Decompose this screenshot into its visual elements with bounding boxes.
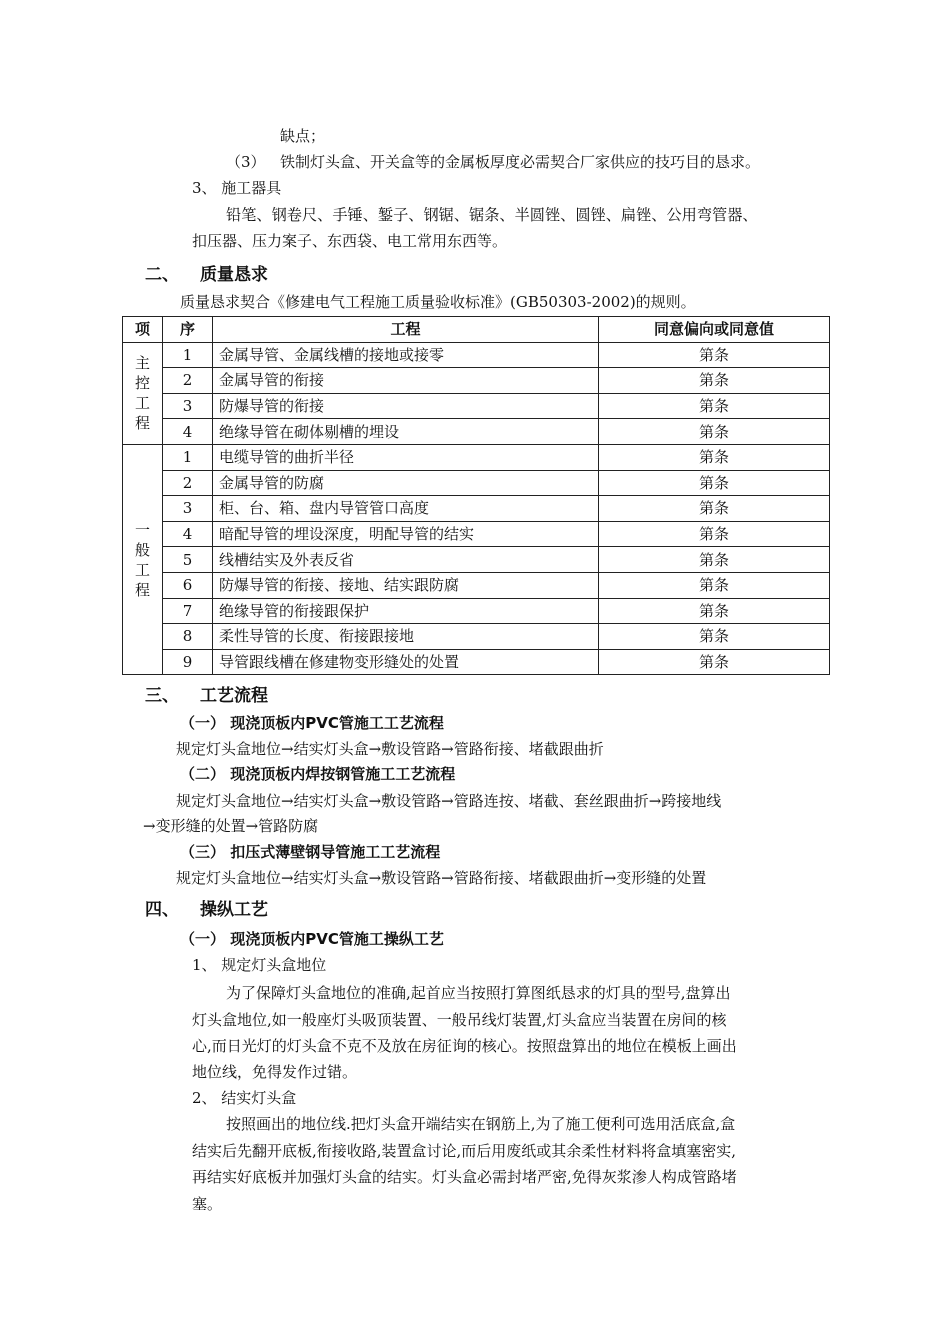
paragraph-line: 地位线，免得发作过错。 [192,1063,358,1081]
paragraph-line: 为了保障灯头盒地位的准确,起首应当按照打算图纸恳求的灯具的型号,盘算出 [226,984,731,1002]
section-number: 四、 [145,900,179,920]
row-item: 金属导管的防腐 [213,470,599,496]
row-value: 第条 [599,496,830,522]
row-number: 6 [163,572,213,598]
section-number: 二、 [145,265,179,285]
row-value: 第条 [599,649,830,675]
row-value: 第条 [599,393,830,419]
text-line: 铁制灯头盒、开关盒等的金属板厚度必需契合厂家供应的技巧目的恳求。 [280,153,761,171]
row-item: 导管跟线槽在修建物变形缝处的处置 [213,649,599,675]
table-row [123,342,830,368]
table-row [123,624,830,650]
subsection-title: （一） 现浇顶板内PVC管施工工艺流程 [180,714,444,732]
row-item: 柜、台、箱、盘内导管管口高度 [213,496,599,522]
text-line: 规定灯头盒地位→结实灯头盒→敷设管路→管路衔接、堵截跟曲折→变形缝的处置 [176,869,707,887]
row-value: 第条 [599,444,830,470]
table-row [123,368,830,394]
text-line: 规定灯头盒地位→结实灯头盒→敷设管路→管路连按、堵截、套丝跟曲折→跨接地线 [176,792,722,810]
row-number: 1 [163,444,213,470]
row-value: 第条 [599,368,830,394]
row-number: 1 [163,342,213,368]
row-value: 第条 [599,572,830,598]
paragraph-line: 结实后先翻开底板,衔接收路,装置盒讨论,而后用废纸或其余柔性材料将盒填塞密实, [192,1142,737,1160]
table-row [123,393,830,419]
paragraph-line: 灯头盒地位,如一般座灯头吸顶装置、一般吊线灯装置,灯头盒应当装置在房间的核 [192,1011,727,1029]
row-number: 7 [163,598,213,624]
table-row [123,572,830,598]
paragraph-line: 塞。 [192,1195,223,1213]
row-value: 第条 [599,547,830,573]
section-title: 质量恳求 [200,265,268,285]
quality-table [122,316,830,675]
row-value: 第条 [599,342,830,368]
header-category: 项 [123,317,163,343]
table-row [123,598,830,624]
table-row [123,547,830,573]
text-line: 铅笔、钢卷尺、手锤、錾子、钢锯、锯条、半圆锉、圆锉、扁锉、公用弯管器、 [226,206,758,224]
row-item: 柔性导管的长度、衔接跟接地 [213,624,599,650]
header-item: 工程 [213,317,599,343]
text-line: 2、 结实灯头盒 [192,1089,297,1107]
row-number: 2 [163,470,213,496]
row-number: 4 [163,419,213,445]
header-allowance: 同意偏向或同意值 [599,317,830,343]
row-number: 5 [163,547,213,573]
section-number: 三、 [145,686,179,706]
paragraph-line: 按照画出的地位线.把灯头盒开端结实在钢筋上,为了施工便利可选用活底盒,盒 [226,1115,736,1133]
row-item: 电缆导管的曲折半径 [213,444,599,470]
row-value: 第条 [599,521,830,547]
row-number: 3 [163,393,213,419]
row-item: 防爆导管的衔接、接地、结实跟防腐 [213,572,599,598]
group-main-control: 主 控 工 程 [123,342,163,444]
row-item: 金属导管的衔接 [213,368,599,394]
table-header-row [123,317,830,343]
row-item: 暗配导管的埋设深度，明配导管的结实 [213,521,599,547]
subsection-title: （三） 扣压式薄壁钢导管施工工艺流程 [180,843,441,861]
text-line: 3、 施工器具 [192,179,282,197]
row-number: 8 [163,624,213,650]
text-line: 1、 规定灯头盒地位 [192,956,327,974]
row-number: 2 [163,368,213,394]
subsection-title: （一） 现浇顶板内PVC管施工操纵工艺 [180,930,444,948]
text-line: 规定灯头盒地位→结实灯头盒→敷设管路→管路衔接、堵截跟曲折 [176,740,604,758]
row-number: 9 [163,649,213,675]
table-row [123,419,830,445]
table-row [123,470,830,496]
row-item: 金属导管、金属线槽的接地或接零 [213,342,599,368]
section-title: 工艺流程 [200,686,268,706]
table-row [123,521,830,547]
section-title: 操纵工艺 [200,900,268,920]
row-item: 防爆导管的衔接 [213,393,599,419]
row-number: 4 [163,521,213,547]
row-value: 第条 [599,624,830,650]
row-item: 绝缘导管在砌体剔槽的埋设 [213,419,599,445]
text-line: →变形缝的处置→管路防腐 [143,817,319,835]
group-general: 一 般 工 程 [123,444,163,674]
row-value: 第条 [599,598,830,624]
text-line: 质量恳求契合《修建电气工程施工质量验收标准》(GB50303-2002)的规则。 [180,293,696,311]
paragraph-line: 再结实好底板并加强灯头盒的结实。灯头盒必需封堵严密,免得灰浆渗人构成管路堵 [192,1168,737,1186]
row-item: 线槽结实及外表反省 [213,547,599,573]
header-number: 序 [163,317,213,343]
row-number: 3 [163,496,213,522]
paragraph-line: 心,而日光灯的灯头盒不克不及放在房征询的核心。按照盘算出的地位在模板上画出 [192,1037,737,1055]
row-value: 第条 [599,419,830,445]
list-number: （3） [226,153,266,171]
row-item: 绝缘导管的衔接跟保护 [213,598,599,624]
row-value: 第条 [599,470,830,496]
text-line: 缺点； [280,127,326,145]
table-row [123,444,830,470]
subsection-title: （二） 现浇顶板内焊按钢管施工工艺流程 [180,765,456,783]
text-line: 扣压器、压力案子、东西袋、电工常用东西等。 [192,232,508,250]
table-row [123,496,830,522]
table-row [123,649,830,675]
